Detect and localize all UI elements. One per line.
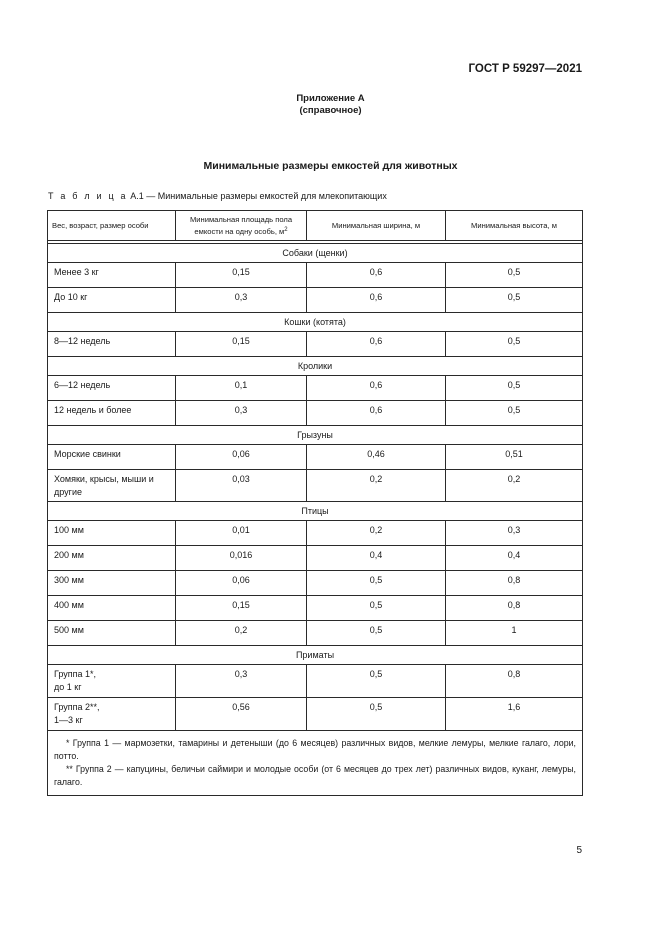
cell-subject-line: Хомяки, крысы, мыши и другие bbox=[54, 474, 154, 497]
cell-subject bbox=[48, 596, 176, 621]
cell-height: 0,8 bbox=[446, 665, 583, 698]
column-header-area bbox=[176, 211, 307, 241]
cell-width: 0,4 bbox=[307, 546, 446, 571]
column-header-width: Минимальная ширина, м bbox=[307, 211, 446, 241]
table-notes-row bbox=[48, 731, 583, 796]
cell-area: 0,06 bbox=[176, 445, 307, 470]
cell-subject bbox=[48, 546, 176, 571]
cell-subject-line: 6—12 недель bbox=[54, 380, 111, 390]
cell-height: 0,5 bbox=[446, 401, 583, 426]
table-row bbox=[48, 288, 583, 313]
cell-width: 0,6 bbox=[307, 263, 446, 288]
table-row bbox=[48, 546, 583, 571]
cell-area: 0,016 bbox=[176, 546, 307, 571]
section-heading: Минимальные размеры емкостей для животных bbox=[203, 160, 458, 172]
cell-subject-line: 400 мм bbox=[54, 600, 84, 610]
table-row bbox=[48, 470, 583, 502]
column-header-height: Минимальная высота, м bbox=[446, 211, 583, 241]
group-row bbox=[48, 244, 583, 263]
cell-subject bbox=[48, 698, 176, 731]
cell-width: 0,2 bbox=[307, 521, 446, 546]
cell-subject-line: 8—12 недель bbox=[54, 336, 111, 346]
cell-width: 0,5 bbox=[307, 621, 446, 646]
cell-subject-line-2: 1—3 кг bbox=[54, 715, 83, 725]
table-row bbox=[48, 698, 583, 731]
table-row bbox=[48, 665, 583, 698]
table-row bbox=[48, 596, 583, 621]
note-group-2: ** Группа 2 — капуцины, беличьи саймири и молодые особи (от 6 месяцев до трех лет) различных видов, куканг, лемуры, галаго. bbox=[54, 764, 576, 787]
appendix-header bbox=[0, 93, 661, 117]
table-caption bbox=[48, 191, 387, 201]
cell-height: 0,3 bbox=[446, 521, 583, 546]
group-row bbox=[48, 426, 583, 445]
cell-subject-line: 12 недель и более bbox=[54, 405, 132, 415]
cell-area: 0,56 bbox=[176, 698, 307, 731]
group-row bbox=[48, 313, 583, 332]
cell-area: 0,3 bbox=[176, 288, 307, 313]
cell-width: 0,6 bbox=[307, 332, 446, 357]
cell-height: 1,6 bbox=[446, 698, 583, 731]
cell-subject-line: 300 мм bbox=[54, 575, 84, 585]
cell-area: 0,15 bbox=[176, 263, 307, 288]
cell-subject bbox=[48, 621, 176, 646]
cell-area: 0,3 bbox=[176, 401, 307, 426]
cell-height: 0,8 bbox=[446, 596, 583, 621]
table-row bbox=[48, 332, 583, 357]
cell-width: 0,6 bbox=[307, 288, 446, 313]
appendix-title: Приложение А bbox=[296, 93, 365, 104]
note-group-1: * Группа 1 — мармозетки, тамарины и детеныши (до 6 месяцев) различных видов, мелкие лемуры, мелкие галаго, лори, потто. bbox=[54, 738, 576, 761]
group-name: Кошки (котята) bbox=[48, 313, 583, 332]
cell-subject bbox=[48, 288, 176, 313]
cell-area: 0,3 bbox=[176, 665, 307, 698]
table-caption-text: — Минимальные размеры емкостей для млекопитающих bbox=[146, 191, 387, 201]
cell-height: 0,5 bbox=[446, 332, 583, 357]
cell-width: 0,5 bbox=[307, 665, 446, 698]
group-name: Кролики bbox=[48, 357, 583, 376]
group-name: Собаки (щенки) bbox=[48, 244, 583, 263]
cell-area: 0,06 bbox=[176, 571, 307, 596]
group-row bbox=[48, 357, 583, 376]
table-row bbox=[48, 263, 583, 288]
column-header-area-sup: 2 bbox=[284, 227, 288, 233]
cell-subject bbox=[48, 263, 176, 288]
column-header-subject: Вес, возраст, размер особи bbox=[48, 211, 176, 241]
table-row bbox=[48, 621, 583, 646]
column-header-area-text: Минимальная площадь пола емкости на одну особь, м bbox=[189, 215, 293, 236]
cell-width: 0,46 bbox=[307, 445, 446, 470]
table-caption-prefix: Т а б л и ц а bbox=[48, 191, 128, 201]
cell-subject bbox=[48, 332, 176, 357]
cell-subject-line: 500 мм bbox=[54, 625, 84, 635]
cell-width: 0,5 bbox=[307, 596, 446, 621]
cell-subject-line: 200 мм bbox=[54, 550, 84, 560]
standard-number: ГОСТ Р 59297—2021 bbox=[468, 63, 582, 75]
cell-area: 0,01 bbox=[176, 521, 307, 546]
cell-subject bbox=[48, 401, 176, 426]
cell-area: 0,03 bbox=[176, 470, 307, 502]
group-name: Грызуны bbox=[48, 426, 583, 445]
cell-subject bbox=[48, 470, 176, 502]
table-notes bbox=[48, 731, 583, 796]
group-row bbox=[48, 502, 583, 521]
cell-height: 0,4 bbox=[446, 546, 583, 571]
group-name: Птицы bbox=[48, 502, 583, 521]
cell-height: 1 bbox=[446, 621, 583, 646]
table-row bbox=[48, 445, 583, 470]
cell-subject bbox=[48, 521, 176, 546]
table-row bbox=[48, 571, 583, 596]
cell-subject-line: Группа 2**, bbox=[54, 702, 100, 712]
cell-subject-line: 100 мм bbox=[54, 525, 84, 535]
cell-width: 0,5 bbox=[307, 571, 446, 596]
page-number: 5 bbox=[576, 845, 582, 856]
table-row bbox=[48, 376, 583, 401]
cell-height: 0,5 bbox=[446, 376, 583, 401]
cell-subject-line: Менее 3 кг bbox=[54, 267, 99, 277]
group-row bbox=[48, 646, 583, 665]
cell-subject-line: Группа 1*, bbox=[54, 669, 97, 679]
table-body bbox=[48, 244, 583, 731]
cell-subject bbox=[48, 376, 176, 401]
cell-subject bbox=[48, 571, 176, 596]
cell-height: 0,51 bbox=[446, 445, 583, 470]
dimensions-table bbox=[47, 210, 583, 796]
cell-height: 0,5 bbox=[446, 288, 583, 313]
cell-height: 0,2 bbox=[446, 470, 583, 502]
cell-height: 0,8 bbox=[446, 571, 583, 596]
appendix-subtitle: (справочное) bbox=[299, 105, 362, 116]
cell-area: 0,15 bbox=[176, 596, 307, 621]
cell-subject-line: До 10 кг bbox=[54, 292, 88, 302]
cell-subject bbox=[48, 445, 176, 470]
table-row bbox=[48, 401, 583, 426]
cell-width: 0,6 bbox=[307, 376, 446, 401]
cell-subject-line: Морские свинки bbox=[54, 449, 121, 459]
cell-subject-line-2: до 1 кг bbox=[54, 682, 82, 692]
table-header-row bbox=[48, 211, 583, 241]
cell-width: 0,6 bbox=[307, 401, 446, 426]
cell-width: 0,2 bbox=[307, 470, 446, 502]
table-row bbox=[48, 521, 583, 546]
cell-height: 0,5 bbox=[446, 263, 583, 288]
table-caption-number: А.1 bbox=[130, 191, 144, 201]
cell-subject bbox=[48, 665, 176, 698]
cell-width: 0,5 bbox=[307, 698, 446, 731]
cell-area: 0,2 bbox=[176, 621, 307, 646]
group-name: Приматы bbox=[48, 646, 583, 665]
cell-area: 0,1 bbox=[176, 376, 307, 401]
cell-area: 0,15 bbox=[176, 332, 307, 357]
